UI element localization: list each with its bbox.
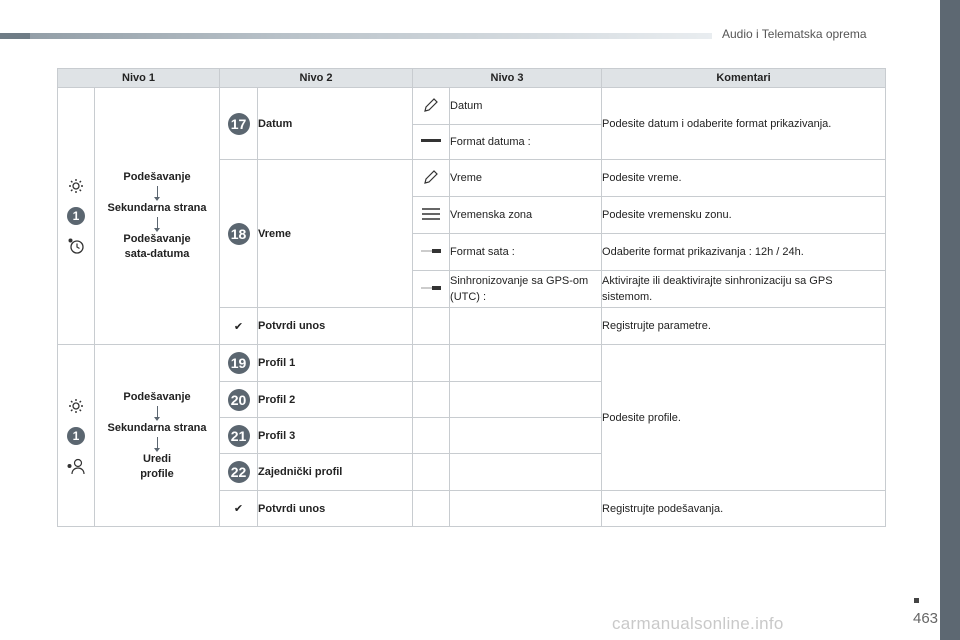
level3-label: Sinhronizovanje sa GPS-om (UTC) : xyxy=(450,271,602,308)
table-header-row xyxy=(58,69,886,88)
comment: Registrujte parametre. xyxy=(602,308,886,345)
gear-icon xyxy=(67,397,85,415)
col-header-komentari: Komentari xyxy=(602,69,886,88)
toggle-icon xyxy=(420,283,442,295)
comment: Podesite datum i odaberite format prikazivanja. xyxy=(602,88,886,160)
level3-label: Format sata : xyxy=(450,234,602,271)
flow-step: Podešavanje xyxy=(123,171,191,183)
flow-step: Sekundarna strana xyxy=(107,202,207,214)
pencil-icon xyxy=(423,176,439,188)
section1-icons xyxy=(58,88,95,345)
section2-flow xyxy=(95,345,220,527)
pencil-icon xyxy=(423,104,439,116)
gear-icon xyxy=(67,177,85,195)
step-badge: 22 xyxy=(228,461,250,483)
comment: Podesite vreme. xyxy=(602,160,886,197)
step-badge: 18 xyxy=(228,223,250,245)
flow-step: Podešavanje sata-datuma xyxy=(123,233,191,260)
step-badge: 21 xyxy=(228,425,250,447)
step-badge: 17 xyxy=(228,113,250,135)
page-header-title: Audio i Telematska oprema xyxy=(722,27,867,41)
level3-label: Vreme xyxy=(450,160,602,197)
level2-label: Potvrdi unos xyxy=(258,308,413,345)
comment: Registrujte podešavanja. xyxy=(602,491,886,527)
level2-label: Profil 1 xyxy=(258,345,413,382)
level3-label: Format datuma : xyxy=(450,125,602,160)
clock-settings-icon xyxy=(67,237,85,255)
toggle-icon xyxy=(420,246,442,258)
level2-label: Datum xyxy=(258,88,413,160)
col-header-nivo1: Nivo 1 xyxy=(58,69,220,88)
col-header-nivo2: Nivo 2 xyxy=(220,69,413,88)
comment: Aktivirajte ili deaktivirajte sinhronizaciju sa GPS sistemom. xyxy=(602,271,886,308)
step-badge: 20 xyxy=(228,389,250,411)
flow-arrow xyxy=(157,217,158,229)
level2-label: Vreme xyxy=(258,160,413,308)
comment: Podesite vremensku zonu. xyxy=(602,197,886,234)
flow-arrow xyxy=(157,406,158,418)
level3-label: Datum xyxy=(450,88,602,125)
level3-label: Vremenska zona xyxy=(450,197,602,234)
profile-icon xyxy=(66,457,86,475)
col-header-nivo3: Nivo 3 xyxy=(413,69,602,88)
step-badge: 1 xyxy=(67,207,85,225)
flow-step: Uredi profile xyxy=(140,452,174,480)
level2-label: Zajednički profil xyxy=(258,454,413,491)
table-row xyxy=(58,345,886,382)
list-icon xyxy=(421,212,441,224)
chapter-strip xyxy=(940,0,960,640)
level2-label: Profil 3 xyxy=(258,418,413,454)
section2-icons xyxy=(58,345,95,527)
comment: Odaberite format prikazivanja : 12h / 24h. xyxy=(602,234,886,271)
step-badge: 1 xyxy=(67,427,85,445)
check-icon: ✔ xyxy=(220,308,258,345)
level2-label: Potvrdi unos xyxy=(258,491,413,527)
flow-step: Sekundarna strana xyxy=(107,421,207,434)
page-marker xyxy=(914,598,919,603)
check-icon: ✔ xyxy=(220,491,258,527)
flow-arrow xyxy=(157,186,158,198)
table-row xyxy=(58,88,886,125)
flow-arrow xyxy=(157,437,158,449)
level2-label: Profil 2 xyxy=(258,382,413,418)
page-number: 463 xyxy=(913,610,939,627)
flow-step: Podešavanje xyxy=(123,390,191,403)
step-badge: 19 xyxy=(228,352,250,374)
header-rule xyxy=(0,33,712,39)
watermark: carmanualsonline.info xyxy=(612,614,784,633)
comment: Podesite profile. xyxy=(602,345,886,491)
bar-icon xyxy=(420,136,442,148)
settings-table xyxy=(57,68,886,527)
section1-flow xyxy=(95,88,220,345)
header-rule-accent xyxy=(0,33,30,39)
